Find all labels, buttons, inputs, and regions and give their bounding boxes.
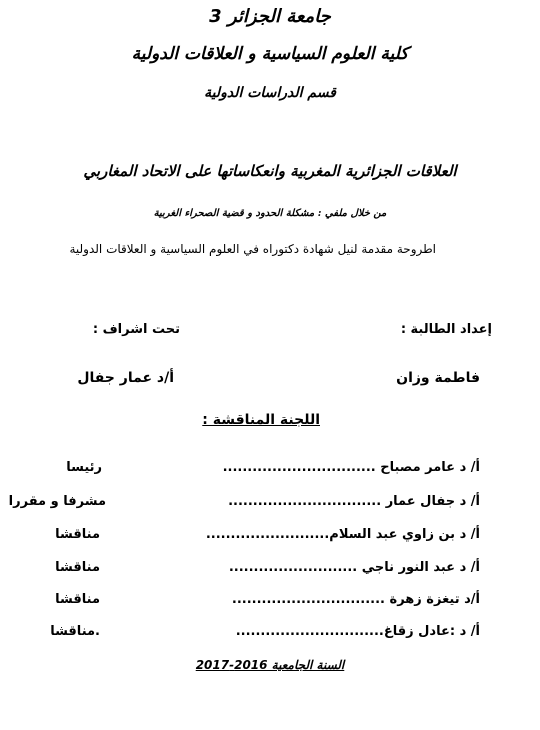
committee-member-role: .مناقشا <box>50 624 100 639</box>
committee-member-role: رئيسا <box>66 460 102 475</box>
university-name: جامعة الجزائر 3 <box>209 6 331 27</box>
committee-member-role: مناقشا <box>55 592 100 607</box>
student-label: إعداد الطالبة : <box>400 322 492 337</box>
thesis-subtitle: من خلال ملفي : مشكلة الحدود و قضية الصحراء الغربية <box>153 208 387 219</box>
committee-member-name: أ/ د :عادل زقاغ.............................. <box>235 624 480 639</box>
department-name: قسم الدراسات الدولية <box>204 85 336 101</box>
committee-member-name: أ/ د بن زاوي عبد السلام......................... <box>205 527 480 542</box>
student-name: فاطمة وزان <box>396 370 480 386</box>
committee-heading: اللجنة المناقشة : <box>202 412 320 428</box>
committee-member-role: مناقشا <box>55 527 100 542</box>
faculty-name: كلية العلوم السياسية و العلاقات الدولية <box>131 44 409 64</box>
committee-member-role: مناقشا <box>55 560 100 575</box>
thesis-description: اطروحة مقدمة لنيل شهادة دكتوراه في العلوم السياسية و العلاقات الدولية <box>69 242 436 256</box>
committee-member-name: أ/ د جفال عمار ............................... <box>228 494 480 509</box>
thesis-title: العلاقات الجزائرية المغربية وانعكاساتها على الاتحاد المغاربي <box>83 162 457 180</box>
committee-member-name: أ/د تيغزة زهرة ............................... <box>231 592 480 607</box>
committee-member-role: مشرفا و مقررا <box>8 494 106 509</box>
supervisor-label: تحت اشراف : <box>92 322 180 337</box>
supervisor-name: أ/د عمار جفال <box>77 370 174 386</box>
committee-member-name: أ/ د عامر مصباح ............................... <box>222 460 480 475</box>
academic-year: السنة الجامعية 2016-2017 <box>195 658 345 672</box>
committee-member-name: أ/ د عبد النور ناجي .......................... <box>228 560 480 575</box>
